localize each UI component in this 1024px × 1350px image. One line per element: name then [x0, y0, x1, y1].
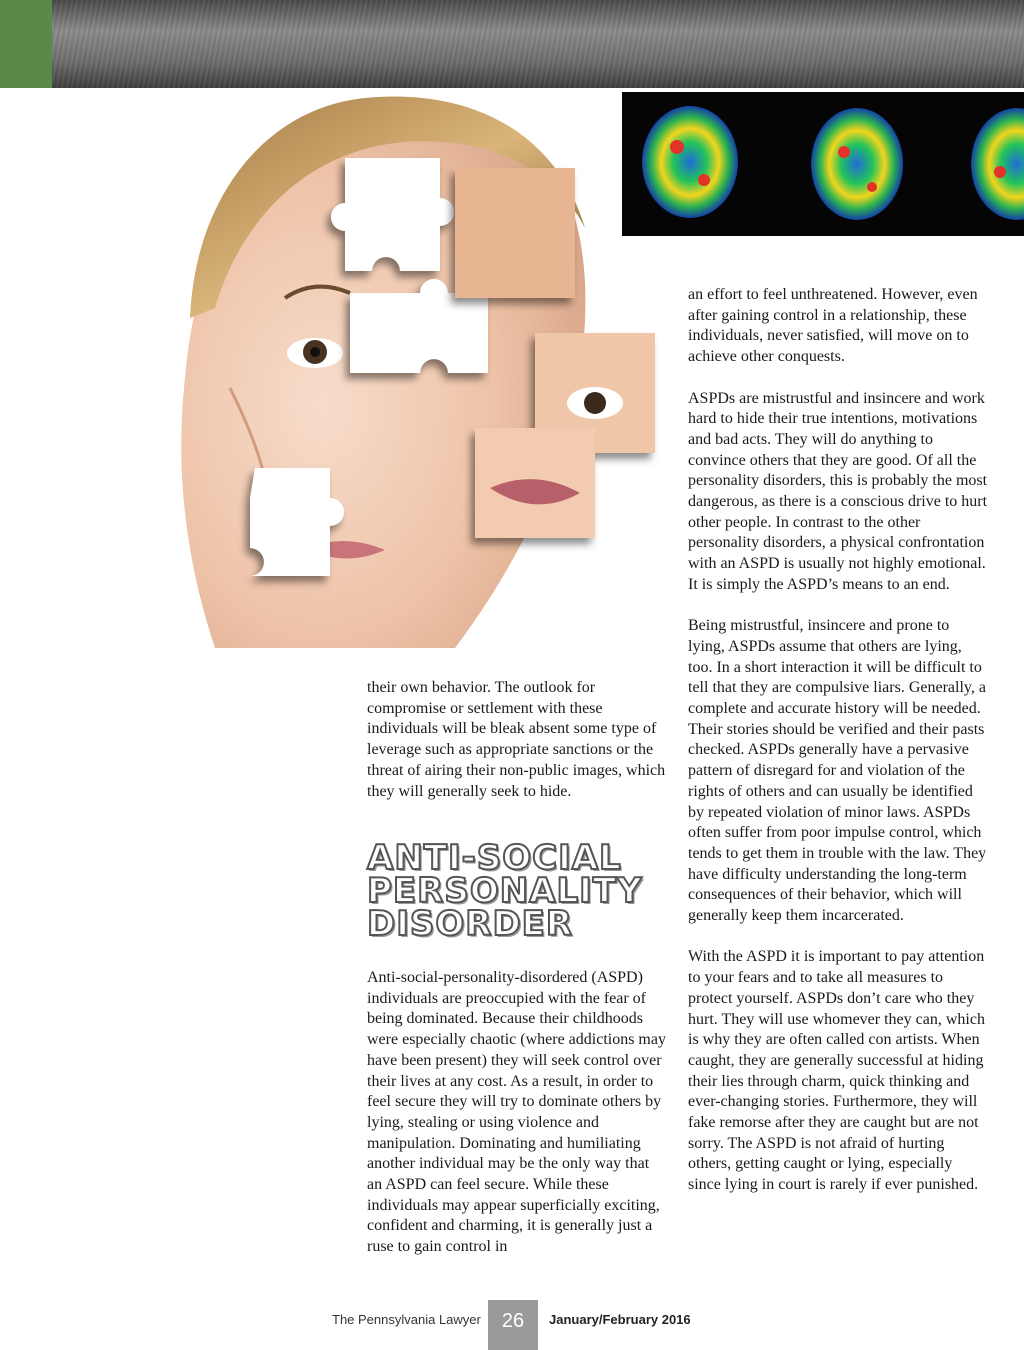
aspd-paragraph: Anti-social-personality-disordered (ASPD) individuals are preoccupied with the fear of being dominated. Because their childhoods were especially chaotic (where addictions may have been present) they will seek control over their lives at any cost. As a result, in order to feel secure they will try to dominate others by lying, stealing or using violence and manipulation. Dominating and humiliating another individual may be the only way that an ASPD can feel secure. While these individuals may appear superficially exciting, confident and charming, it is generally just a ruse to gain control in — [367, 969, 666, 1256]
intro-paragraph: their own behavior. The outlook for compromise or settlement with these individuals will be bleak absent some type of leverage such as appropriate sanctions or the threat of airing their non-public images, which they will generally seek to hide. — [367, 679, 666, 800]
section-heading — [367, 838, 667, 944]
puzzle-face-illustration — [155, 88, 660, 648]
paragraph: an effort to feel unthreatened. However, even after gaining control in a relationship, these individuals, never satisfied, will move on to achieve other conquests. — [688, 286, 978, 366]
brain-scan-images — [622, 92, 1024, 236]
publication-name: The Pennsylvania Lawyer — [332, 1312, 481, 1327]
heading-line: DISORDER — [367, 904, 574, 944]
issue-date: January/February 2016 — [549, 1312, 691, 1327]
left-column-intro — [367, 678, 667, 823]
heading-line: ANTI-SOCIAL — [367, 838, 622, 878]
brain-scan-3 — [971, 108, 1024, 220]
paragraph: Being mistrustful, insincere and prone to lying, ASPDs assume that others are lying, too. In a short interaction it will be difficult to tell that they are compulsive liars. Generally, a complete and accurate history will be needed. Their stories should be verified and their pasts checked. ASPDs generally have a pervasive pattern of disregard for and violation of the rights of others and can usually be identified by repeated violation of minor laws. ASPDs often suffer from poor impulse control, which tends to get them in trouble with the law. They have difficulty understanding the long-term consequences of their behavior, which will generally keep them incarcerated. — [688, 617, 987, 925]
paragraph: With the ASPD it is important to pay attention to your fears and to take all measures to protect yourself. ASPDs don’t care who they hurt. They will use whomever they can, which is why they are often called con artists. When caught, they are generally successful at hiding their lies through charm, quick thinking and ever-changing stories. Furthermore, they will fake remorse after they are caught but are not sorry. The ASPD is not afraid of hurting others, getting caught or lying, especially since lying in court is rarely if ever punished. — [688, 948, 985, 1194]
header-accent-block — [0, 0, 52, 88]
page-footer — [0, 1300, 1024, 1350]
right-column — [688, 285, 988, 1217]
heading-line: PERSONALITY — [367, 871, 643, 911]
header-texture-band — [0, 0, 1024, 88]
brain-scan-1 — [642, 106, 738, 218]
paragraph: ASPDs are mistrustful and insincere and work hard to hide their true intentions, motivations and bad acts. They will do anything to convince others that they are good. Of all the personality disorders, this is probably the most dangerous, as there is a conscious drive to hurt other people. In contrast to the other personality disorders, a physical confrontation with an ASPD is usually not highly emotional. It is simply the ASPD’s means to an end. — [688, 389, 988, 593]
brain-scan-2 — [811, 108, 903, 220]
left-column-body — [367, 968, 667, 1279]
page-number: 26 — [488, 1300, 538, 1350]
header-texture — [0, 0, 1024, 88]
